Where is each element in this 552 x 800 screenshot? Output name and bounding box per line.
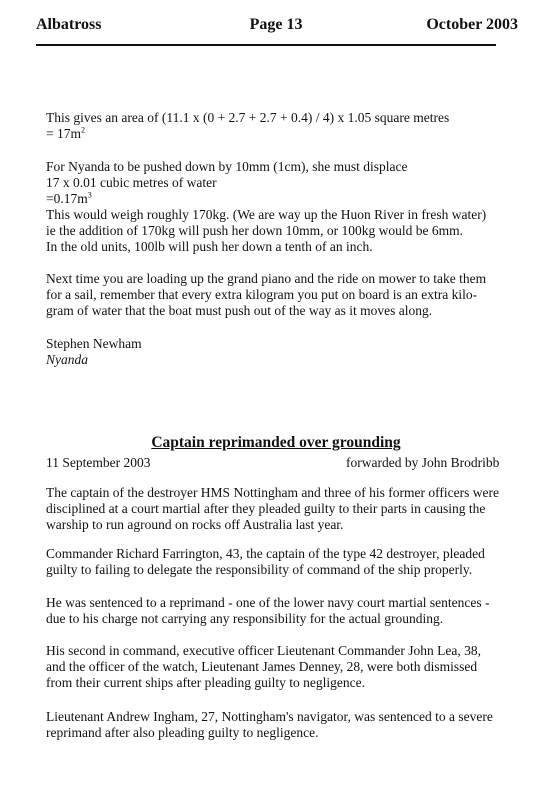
text-line: due to his charge not carrying any responsibility for the actual grounding. xyxy=(46,611,444,626)
text-line: warship to run aground on rocks off Australia last year. xyxy=(46,517,344,532)
boat-name: Nyanda xyxy=(46,352,88,367)
text-line: Lieutenant Andrew Ingham, 27, Nottingham's navigator, was sentenced to a severe xyxy=(46,709,493,724)
issue-date: October 2003 xyxy=(426,16,518,33)
article-paragraph xyxy=(46,595,526,627)
header-divider xyxy=(36,44,496,46)
text-line: This would weigh roughly 170kg. (We are way up the Huon River in fresh water) xyxy=(46,207,487,222)
article-paragraph xyxy=(46,709,526,741)
displacement-paragraph xyxy=(46,159,526,255)
article-paragraph xyxy=(46,546,526,578)
text-line: His second in command, executive officer Lieutenant Commander John Lea, 38, xyxy=(46,643,481,658)
text-line: Next time you are loading up the grand piano and the ride on mower to take them xyxy=(46,271,487,286)
closing-paragraph xyxy=(46,271,526,319)
area-calculation xyxy=(46,110,526,142)
text-line: from their current ships after pleading guilty to negligence. xyxy=(46,675,366,690)
area-result: = 17m xyxy=(46,126,81,141)
article-date: 11 September 2003 xyxy=(46,455,151,470)
volume-result: =0.17m xyxy=(46,191,88,206)
text-line: Commander Richard Farrington, 43, the captain of the type 42 destroyer, pleaded xyxy=(46,546,485,561)
text-line: This gives an area of (11.1 x (0 + 2.7 + 2.7 + 0.4) / 4) x 1.05 square metres xyxy=(46,110,450,125)
text-line: reprimand after also pleading guilty to negligence. xyxy=(46,725,319,740)
text-line: The captain of the destroyer HMS Nottingham and three of his former officers were xyxy=(46,485,499,500)
text-line: for a sail, remember that every extra kilogram you put on board is an extra kilo- xyxy=(46,287,478,302)
superscript: 2 xyxy=(81,125,85,135)
superscript: 3 xyxy=(87,190,92,200)
text-line: ie the addition of 170kg will push her down 10mm, or 100kg would be 6mm. xyxy=(46,223,463,238)
text-line: In the old units, 100lb will push her down a tenth of an inch. xyxy=(46,239,373,254)
article-paragraph xyxy=(46,643,526,691)
page-number: Page 13 xyxy=(249,16,303,33)
text-line: guilty to failing to delegate the responsibility of command of the ship properly. xyxy=(46,562,473,577)
text-line: 17 x 0.01 cubic metres of water xyxy=(46,175,217,190)
signature-block xyxy=(46,336,526,368)
article-forwarded-by: forwarded by John Brodribb xyxy=(346,455,500,470)
text-line: and the officer of the watch, Lieutenant James Denney, 28, were both dismissed xyxy=(46,659,478,674)
text-line: disciplined at a court martial after they pleaded guilty to their parts in causing the xyxy=(46,501,486,516)
text-line: For Nyanda to be pushed down by 10mm (1cm), she must displace xyxy=(46,159,408,174)
text-line: gram of water that the boat must push out of the way as it moves along. xyxy=(46,303,433,318)
article-title: Captain reprimanded over grounding xyxy=(151,434,401,451)
author-name: Stephen Newham xyxy=(46,336,142,351)
article-paragraph xyxy=(46,485,526,533)
text-line xyxy=(46,126,526,142)
text-line xyxy=(46,191,526,207)
newsletter-title: Albatross xyxy=(36,16,102,33)
text-line: He was sentenced to a reprimand - one of the lower navy court martial sentences - xyxy=(46,595,490,610)
